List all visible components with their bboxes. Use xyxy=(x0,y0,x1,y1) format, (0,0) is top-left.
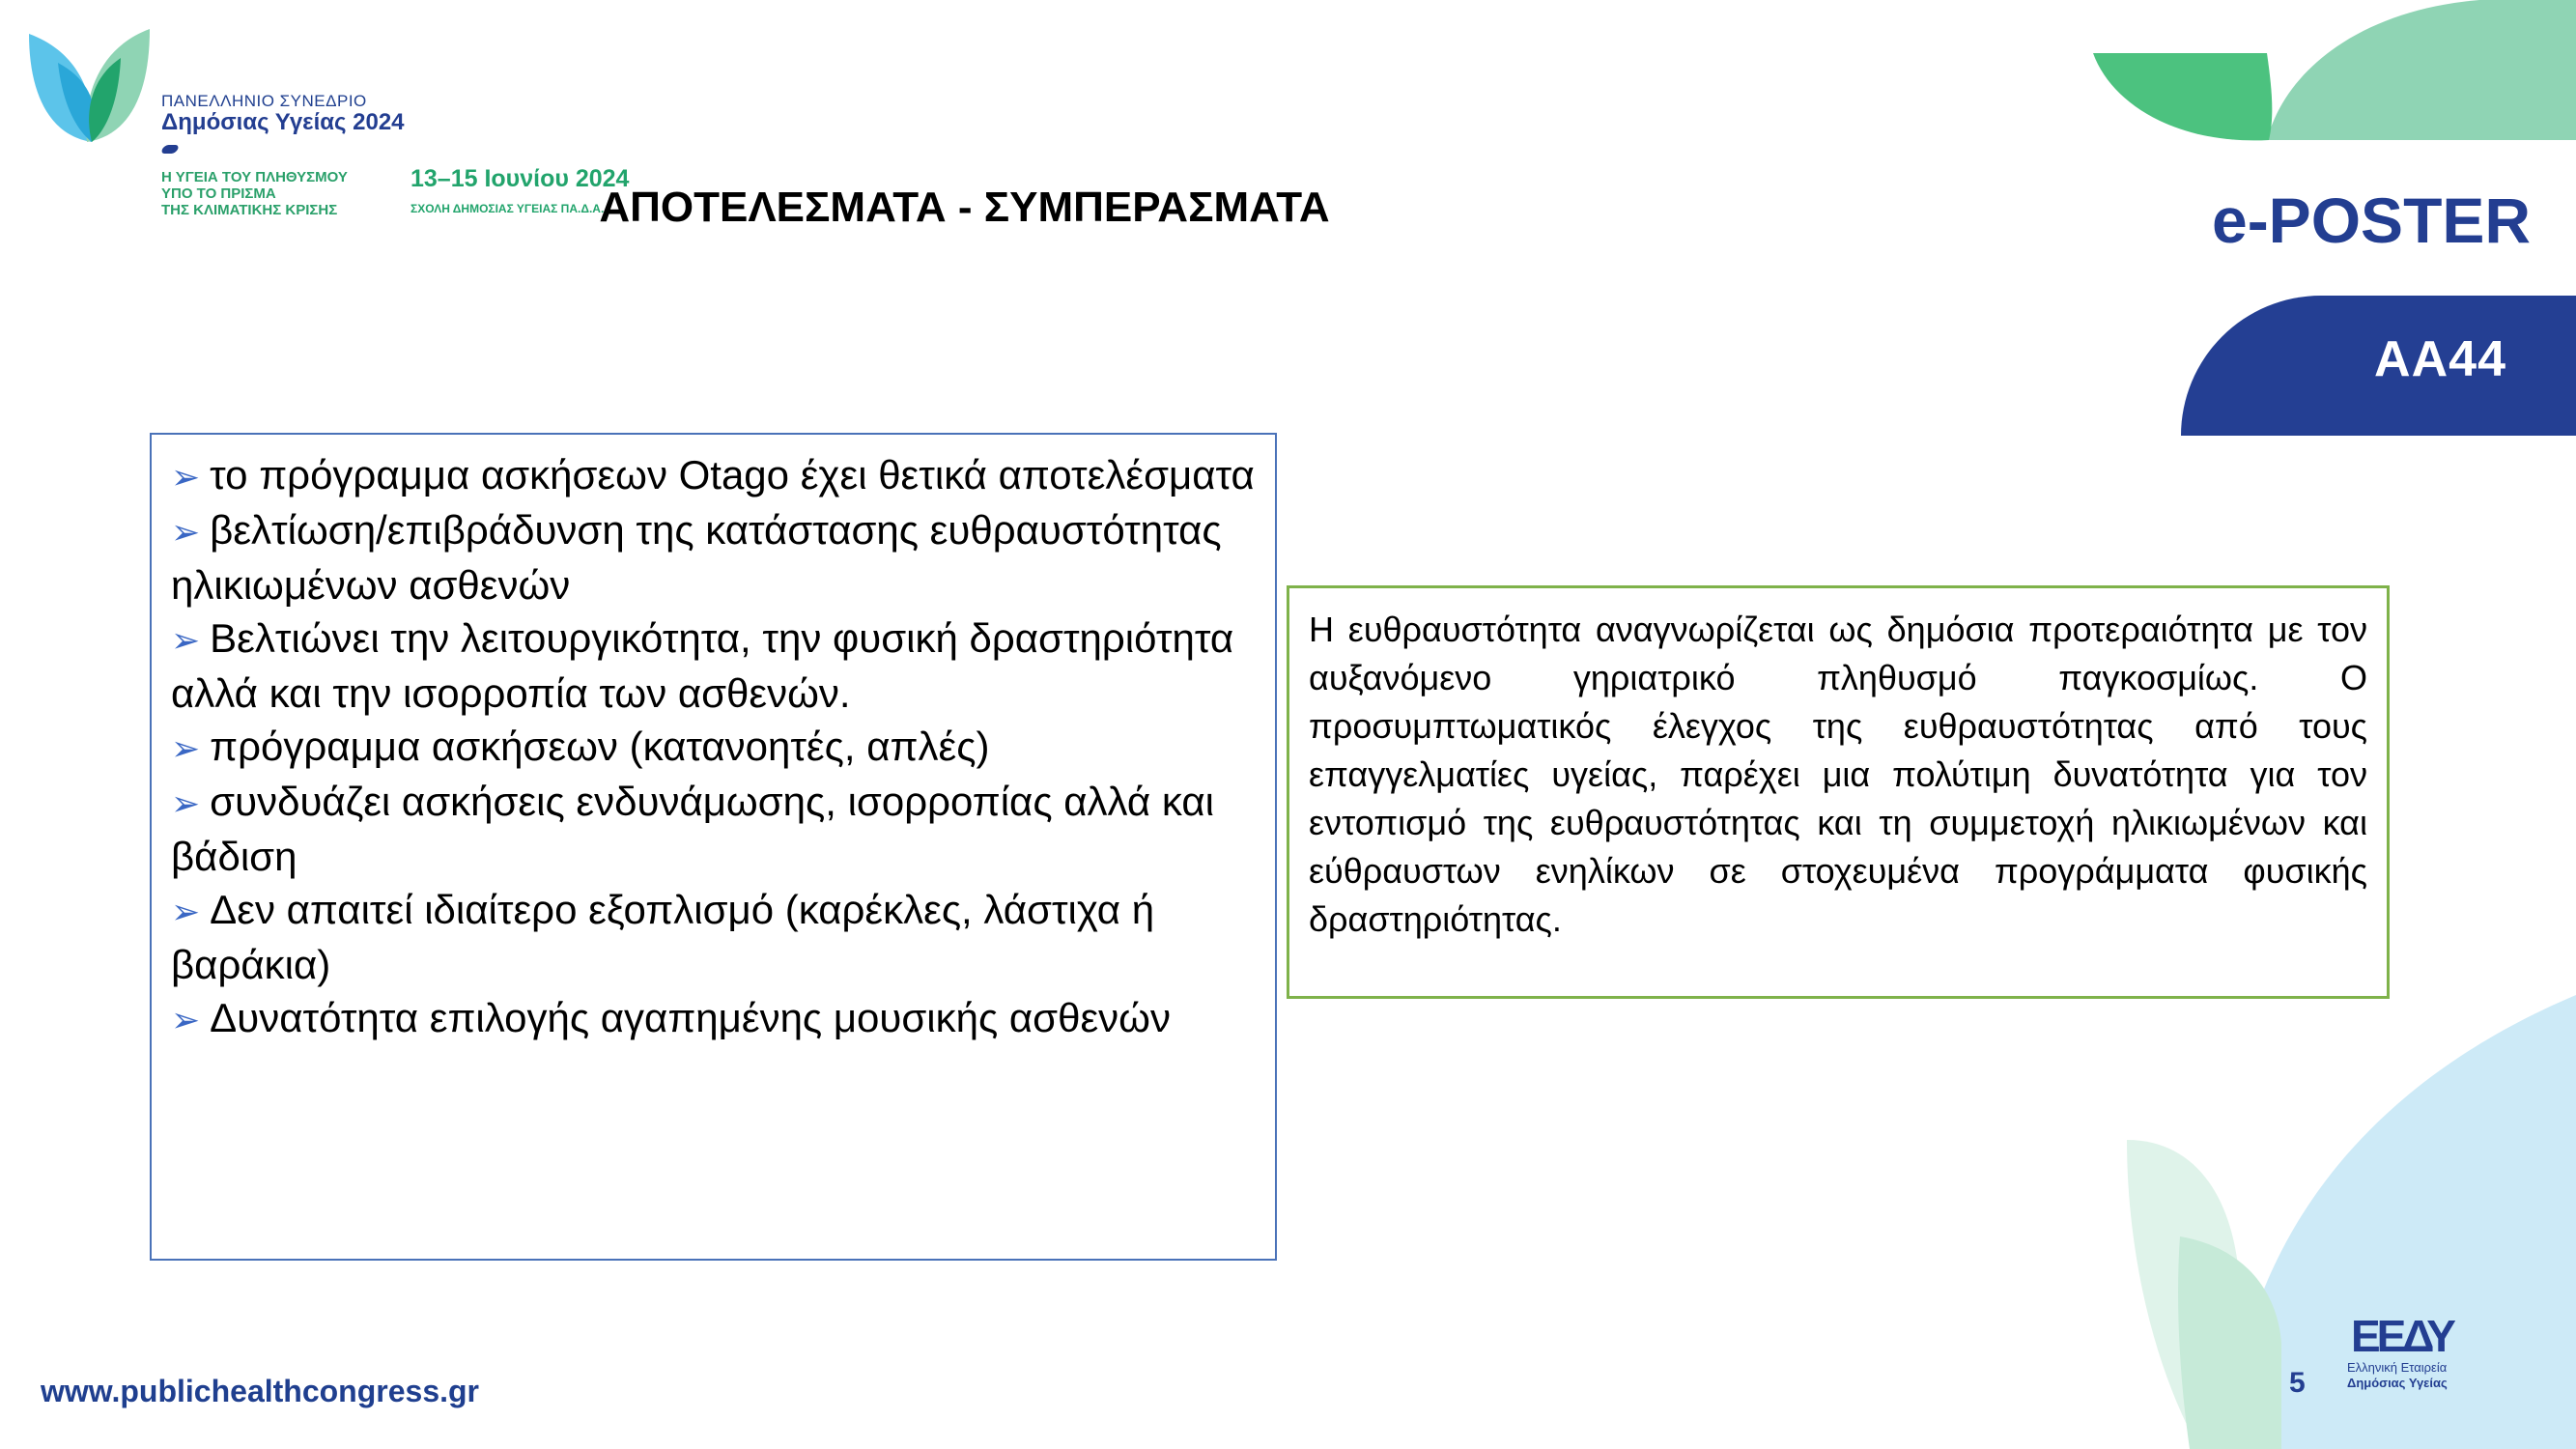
conference-venue: ΣΧΟΛΗ ΔΗΜΟΣΙΑΣ ΥΓΕΙΑΣ ΠΑ.Δ.Α. xyxy=(410,202,605,215)
bullet-arrow-icon: ➢ xyxy=(171,457,201,497)
poster-code-tab xyxy=(2181,296,2576,436)
bullet-text: Δεν απαιτεί ιδιαίτερο εξοπλισμό (καρέκλες, λάστιχα ή βαράκια) xyxy=(171,887,1155,987)
leaf-logo-icon xyxy=(24,24,155,145)
bullet-text: πρόγραμμα ασκήσεων (κατανοητές, απλές) xyxy=(210,724,990,769)
list-item xyxy=(171,991,1256,1046)
bullet-text: συνδυάζει ασκήσεις ενδυνάμωσης, ισορροπίας αλλά και βάδιση xyxy=(171,779,1214,879)
conference-name-line1: ΠΑΝΕΛΛΗΝΙΟ ΣΥΝΕΔΡΙΟ xyxy=(161,92,367,110)
organization-logo xyxy=(2347,1312,2467,1389)
list-item xyxy=(171,775,1256,883)
page-number: 5 xyxy=(2289,1367,2306,1399)
org-name-line2: Δημόσιας Υγείας xyxy=(2347,1376,2448,1390)
bottom-right-leaf-shape xyxy=(2112,995,2576,1449)
summary-box xyxy=(1287,585,2390,999)
theme-line: ΥΠΟ ΤΟ ΠΡΙΣΜΑ xyxy=(161,185,276,202)
bullet-text: Βελτιώνει την λειτουργικότητα, την φυσική δραστηριότητα αλλά και την ισορροπία των ασθενών. xyxy=(171,615,1234,716)
org-logo-mark: ΕΕΔΥ xyxy=(2351,1311,2452,1361)
list-item xyxy=(171,720,1256,775)
slide-title: ΑΠΟΤΕΛΕΣΜΑΤΑ - ΣΥΜΠΕΡΑΣΜΑΤΑ xyxy=(599,184,1330,231)
bullet-arrow-icon: ➢ xyxy=(171,620,201,660)
website-link[interactable]: www.publichealthcongress.gr xyxy=(41,1374,479,1408)
bullet-text: βελτίωση/επιβράδυνση της κατάστασης ευθραυστότητας ηλικιωμένων ασθενών xyxy=(171,507,1222,608)
bullet-arrow-icon: ➢ xyxy=(171,1000,201,1039)
theme-line: ΤΗΣ ΚΛΙΜΑΤΙΚΗΣ ΚΡΙΣΗΣ xyxy=(161,202,338,218)
bullet-arrow-icon: ➢ xyxy=(171,783,201,823)
logo-dash xyxy=(160,145,180,154)
top-right-leaf-shape xyxy=(2054,0,2576,145)
list-item xyxy=(171,448,1256,503)
poster-code: ΑΑ44 xyxy=(2374,331,2506,387)
list-item xyxy=(171,503,1256,611)
conference-name-line2: Δημόσιας Υγείας 2024 xyxy=(161,109,405,135)
bullet-text: το πρόγραμμα ασκήσεων Otago έχει θετικά αποτελέσματα xyxy=(210,452,1255,497)
results-box xyxy=(150,433,1277,1261)
list-item xyxy=(171,611,1256,720)
eposter-label: e-POSTER xyxy=(2212,185,2532,256)
bullet-arrow-icon: ➢ xyxy=(171,892,201,931)
bullet-arrow-icon: ➢ xyxy=(171,512,201,552)
summary-text: Η ευθραυστότητα αναγνωρίζεται ως δημόσια προτεραιότητα με τον αυξανόμενο γηριατρικό πληθυσμό παγκοσμίως. Ο προσυμπτωματικός έλεγχος της ευθραυστότητας από τους επαγγελματίες υγείας, παρέχει μια πολύτιμη δυνατότητα για τον εντοπισμό της ευθραυστότητας και τη συμμετοχή ηλικιωμένων και εύθραυστων ενηλίκων σε στοχευμένα προγράμματα φυσικής δραστηριότητας. xyxy=(1309,610,2367,939)
org-name-line1: Ελληνική Εταιρεία xyxy=(2347,1360,2448,1375)
bullet-arrow-icon: ➢ xyxy=(171,728,201,768)
conference-dates: 13–15 Ιουνίου 2024 xyxy=(410,165,630,192)
theme-line: Η ΥΓΕΙΑ ΤΟΥ ΠΛΗΘΥΣΜΟΥ xyxy=(161,169,348,185)
list-item xyxy=(171,883,1256,991)
bullet-text: Δυνατότητα επιλογής αγαπημένης μουσικής ασθενών xyxy=(210,995,1171,1040)
